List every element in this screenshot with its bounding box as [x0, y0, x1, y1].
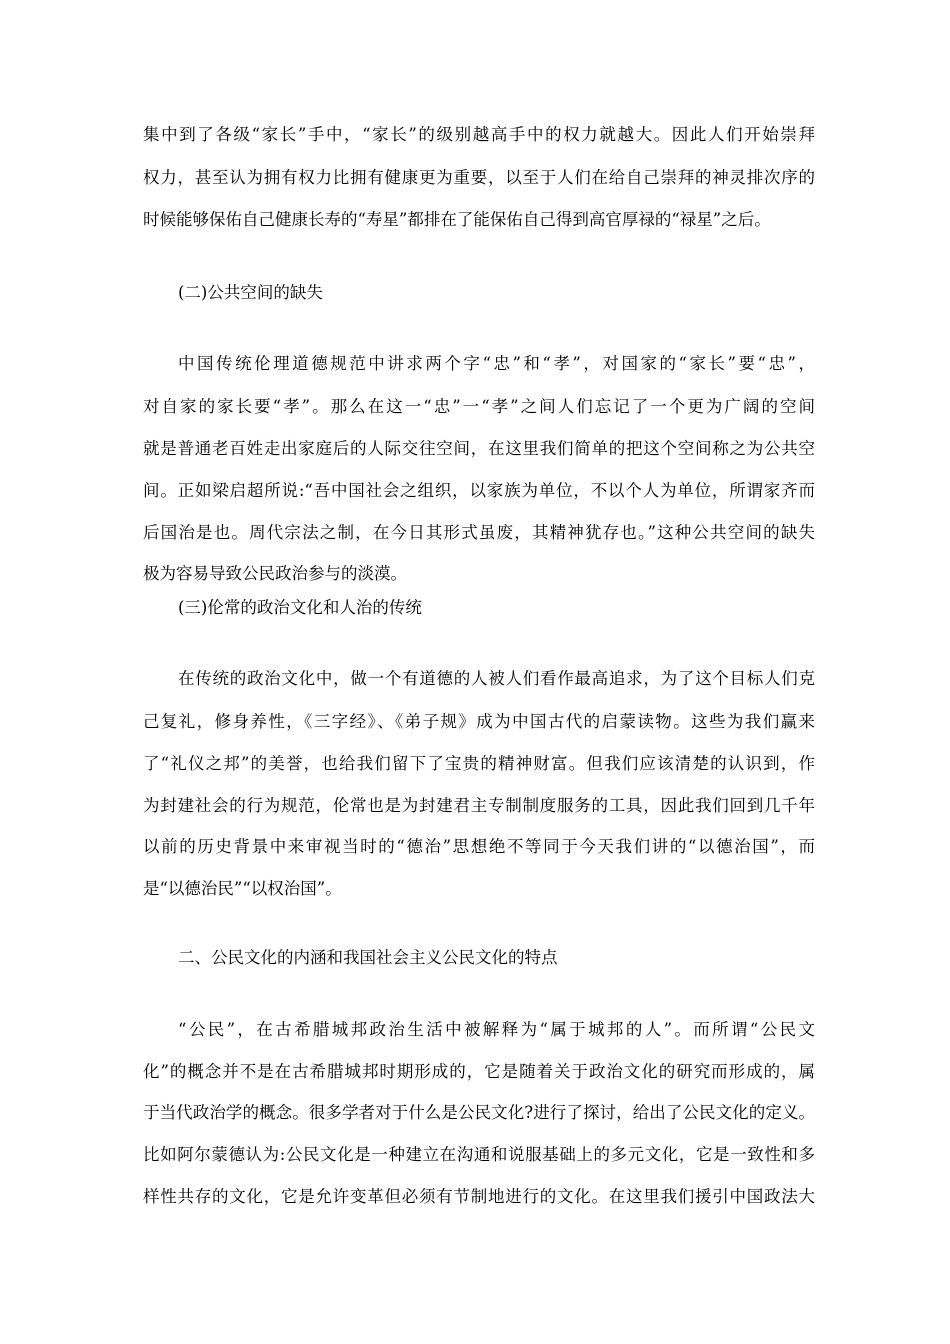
- paragraph-line: 就是普通老百姓走出家庭后的人际交往空间，在这里我们简单的把这个空间称之为公共空: [143, 439, 815, 458]
- paragraph-line: 集中到了各级“家长”手中，“家长”的级别越高手中的权力就越大。因此人们开始崇拜: [143, 125, 815, 144]
- paragraph-line: 样性共存的文化，它是允许变革但必须有节制地进行的文化。在这里我们援引中国政法大: [143, 1187, 815, 1206]
- paragraph-line: 于当代政治学的概念。很多学者对于什么是公民文化?进行了探讨，给出了公民文化的定义。: [143, 1103, 815, 1122]
- paragraph-line: 权力，甚至认为拥有权力比拥有健康更为重要，以至于人们在给自己崇拜的神灵排次序的: [143, 168, 815, 187]
- section-heading: (三)伦常的政治文化和人治的传统: [178, 598, 422, 617]
- paragraph-line: 对自家的家长要“孝”。那么在这一“忠”一“孝”之间人们忘记了一个更为广阔的空间: [143, 397, 815, 416]
- paragraph-line: 己复礼，修身养性，《三字经》、《弟子规》成为中国古代的启蒙读物。这些为我们赢来: [143, 712, 815, 731]
- paragraph-line: 极为容易导致公民政治参与的淡漠。: [143, 564, 407, 583]
- section-heading: (二)公共空间的缺失: [178, 283, 323, 302]
- paragraph-line: 中国传统伦理道德规范中讲求两个字“忠”和“孝”，对国家的“家长”要“忠”，: [178, 354, 815, 373]
- paragraph-line: 时候能够保佑自己健康长寿的“寿星”都排在了能保佑自己得到高官厚禄的“禄星”之后。: [143, 210, 771, 229]
- section-heading: 二、公民文化的内涵和我国社会主义公民文化的特点: [178, 948, 558, 967]
- paragraph-line: 了“礼仪之邦”的美誉，也给我们留下了宝贵的精神财富。但我们应该清楚的认识到，作: [143, 754, 815, 773]
- paragraph-line: 后国治是也。周代宗法之制，在今日其形式虽废，其精神犹存也。”这种公共空间的缺失: [143, 523, 815, 542]
- paragraph-line: “公民”，在古希腊城邦政治生活中被解释为“属于城邦的人”。而所谓“公民文: [178, 1020, 815, 1039]
- paragraph-line: 以前的历史背景中来审视当时的“德治”思想绝不等同于今天我们讲的“以德治国”，而: [143, 837, 815, 856]
- paragraph-line: 比如阿尔蒙德认为:公民文化是一种建立在沟通和说服基础上的多元文化，它是一致性和多: [143, 1145, 815, 1164]
- paragraph-line: 间。正如梁启超所说:“吾中国社会之组织，以家族为单位，不以个人为单位，所谓家齐而: [143, 481, 815, 500]
- paragraph-line: 在传统的政治文化中，做一个有道德的人被人们看作最高追求，为了这个目标人们克: [178, 669, 815, 688]
- paragraph-line: 是“以德治民”“以权治国”。: [143, 879, 342, 898]
- paragraph-line: 为封建社会的行为规范，伦常也是为封建君主专制制度服务的工具，因此我们回到几千年: [143, 796, 815, 815]
- paragraph-line: 化”的概念并不是在古希腊城邦时期形成的，它是随着关于政治文化的研究而形成的，属: [143, 1062, 815, 1081]
